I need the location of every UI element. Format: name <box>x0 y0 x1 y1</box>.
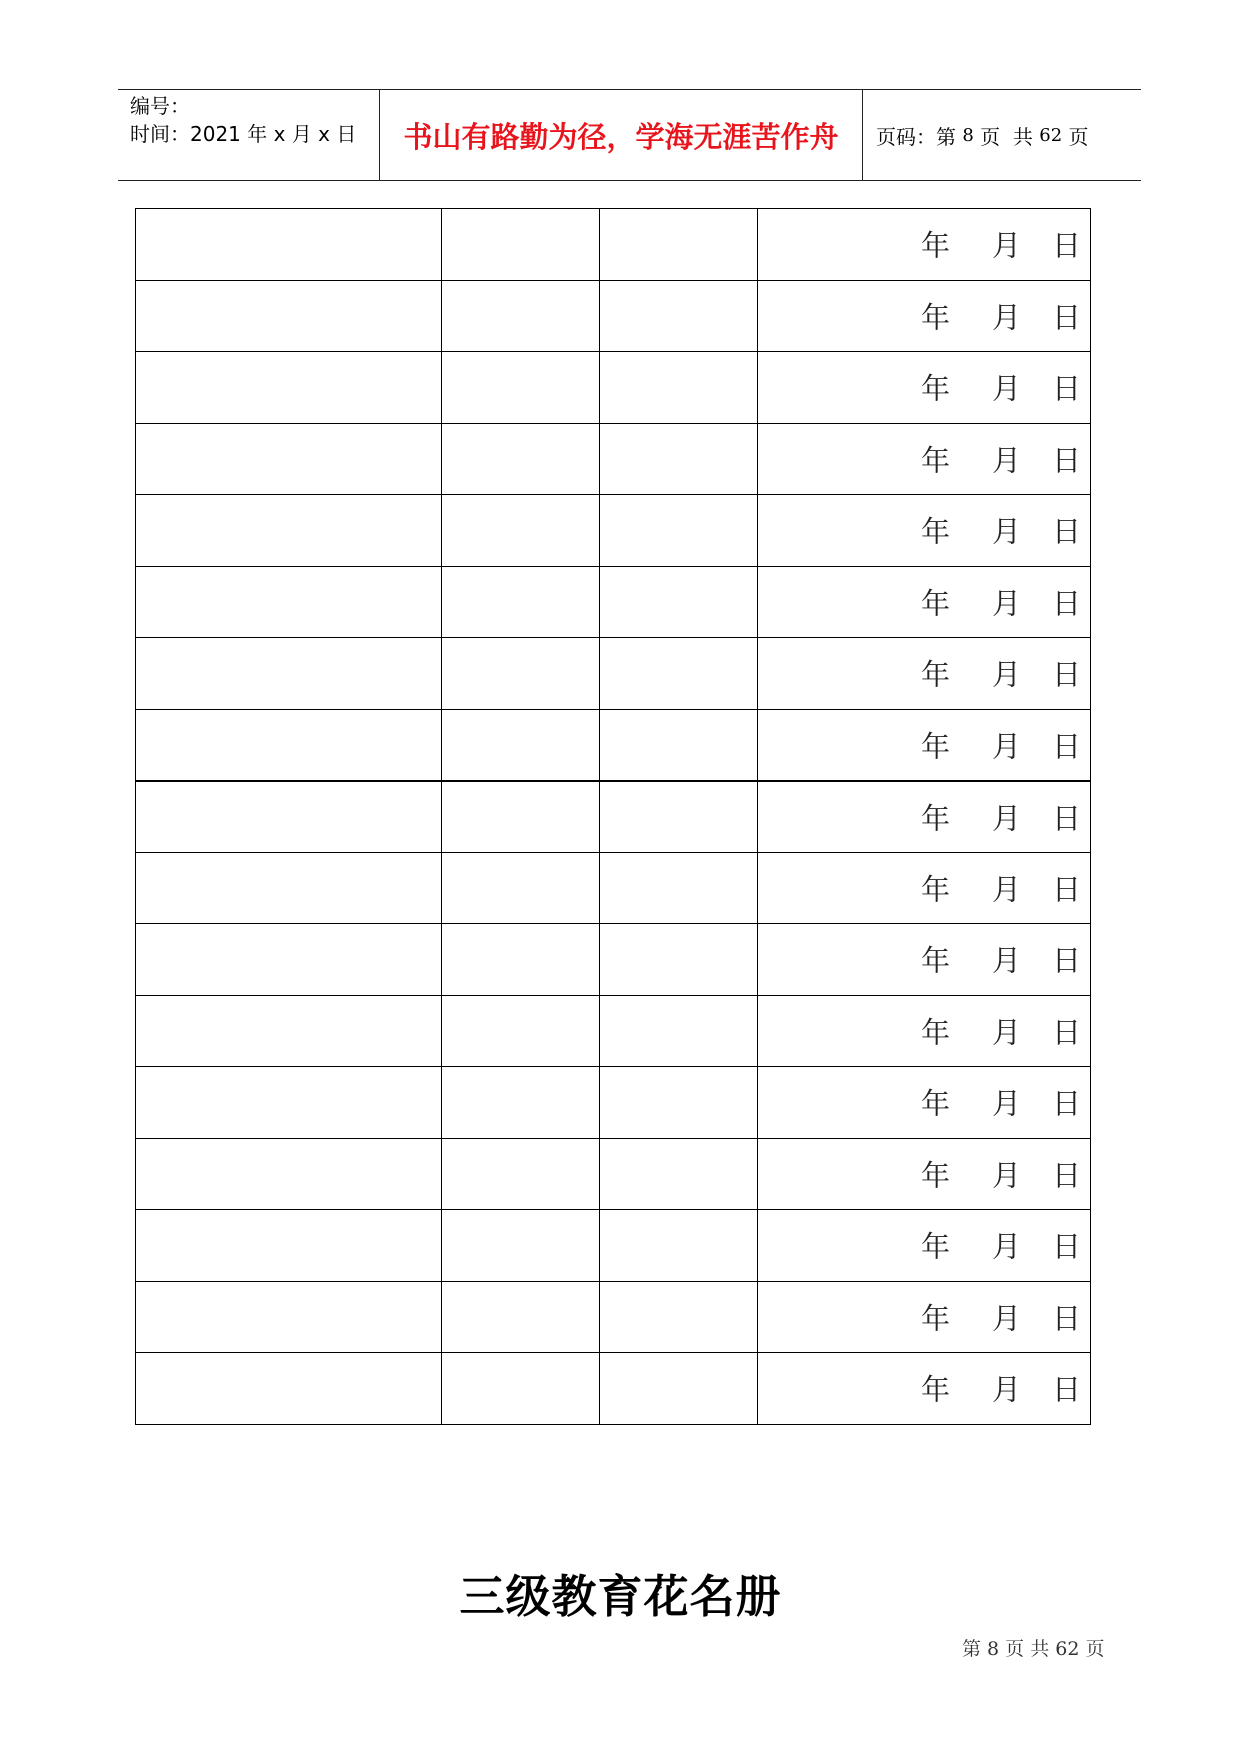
date-month-label: 月 <box>992 943 1022 978</box>
page-middle: 页 共 <box>973 124 1040 149</box>
empty-cell[interactable] <box>136 1210 442 1282</box>
page-footer: 第 8 页 共 62 页 <box>962 1638 1105 1660</box>
empty-cell[interactable] <box>442 781 600 853</box>
date-day-label: 日 <box>1052 801 1082 835</box>
section-title: 三级教育花名册 <box>459 1570 782 1623</box>
date-month-label: 月 <box>992 729 1022 763</box>
empty-cell[interactable] <box>136 495 442 567</box>
date-day-label: 日 <box>1052 1301 1082 1336</box>
empty-cell[interactable] <box>442 495 600 567</box>
empty-cell[interactable] <box>136 924 442 996</box>
empty-cell[interactable] <box>442 352 600 424</box>
empty-cell[interactable] <box>136 995 442 1067</box>
empty-cell[interactable] <box>442 709 600 781</box>
empty-cell[interactable] <box>442 852 600 924</box>
empty-cell[interactable] <box>600 638 758 710</box>
code-label: 编号： <box>130 94 190 118</box>
date-cell[interactable] <box>758 280 1091 352</box>
table-row <box>136 709 1091 781</box>
date-month-label: 月 <box>992 1086 1022 1121</box>
date-cell[interactable] <box>758 566 1091 638</box>
date-year-label: 年 <box>921 872 951 907</box>
date-day-label: 日 <box>1052 1015 1082 1050</box>
date-year-label: 年 <box>921 228 951 263</box>
date-year-label: 年 <box>921 657 951 692</box>
empty-cell[interactable] <box>442 1138 600 1210</box>
date-year-label: 年 <box>921 943 951 978</box>
date-day-label: 日 <box>1052 657 1082 692</box>
date-cell[interactable] <box>758 495 1091 567</box>
roster-body <box>136 209 1091 1425</box>
empty-cell[interactable] <box>600 995 758 1067</box>
date-month-label: 月 <box>992 657 1022 692</box>
date-month-label: 月 <box>992 300 1022 335</box>
table-row <box>136 852 1091 924</box>
date-day-label: 日 <box>1052 1372 1082 1407</box>
empty-cell[interactable] <box>600 1138 758 1210</box>
empty-cell[interactable] <box>136 209 442 281</box>
date-year-label: 年 <box>921 586 951 621</box>
date-year-label: 年 <box>921 514 951 549</box>
date-cell[interactable] <box>758 781 1091 853</box>
date-year-label: 年 <box>921 729 951 763</box>
table-row <box>136 638 1091 710</box>
date-day-label: 日 <box>1052 371 1082 406</box>
table-row <box>136 1138 1091 1210</box>
empty-cell[interactable] <box>600 352 758 424</box>
empty-cell[interactable] <box>136 1067 442 1139</box>
empty-cell[interactable] <box>136 352 442 424</box>
date-month-label: 月 <box>992 586 1022 621</box>
empty-cell[interactable] <box>600 423 758 495</box>
roster-table <box>135 208 1091 1425</box>
empty-cell[interactable] <box>136 566 442 638</box>
page-total: 62 <box>1039 124 1063 146</box>
empty-cell[interactable] <box>442 995 600 1067</box>
table-row <box>136 995 1091 1067</box>
empty-cell[interactable] <box>442 1353 600 1425</box>
table-row <box>136 566 1091 638</box>
page-header <box>118 89 1141 181</box>
table-row <box>136 423 1091 495</box>
page-current: 8 <box>962 124 974 146</box>
date-year-label: 年 <box>921 371 951 406</box>
date-day-label: 日 <box>1052 943 1082 978</box>
empty-cell[interactable] <box>600 280 758 352</box>
date-day-label: 日 <box>1052 443 1082 478</box>
date-day-label: 日 <box>1052 300 1082 335</box>
header-divider-right <box>862 90 863 180</box>
empty-cell[interactable] <box>136 781 442 853</box>
empty-cell[interactable] <box>442 423 600 495</box>
date-year-label: 年 <box>921 1086 951 1121</box>
empty-cell[interactable] <box>600 709 758 781</box>
date-day-label: 日 <box>1052 1086 1082 1121</box>
date-year-label: 年 <box>921 1015 951 1050</box>
date-cell[interactable] <box>758 1210 1091 1282</box>
empty-cell[interactable] <box>442 1067 600 1139</box>
empty-cell[interactable] <box>442 566 600 638</box>
empty-cell[interactable] <box>136 1138 442 1210</box>
header-meta <box>130 92 370 148</box>
empty-cell[interactable] <box>442 924 600 996</box>
date-year-label: 年 <box>921 300 951 335</box>
date-cell[interactable] <box>758 1281 1091 1353</box>
time-label: 时间：2021 年 x 月 x 日 <box>130 122 357 146</box>
date-day-label: 日 <box>1052 514 1082 549</box>
table-row <box>136 1210 1091 1282</box>
header-motto: 书山有路勤为径，学海无涯苦作舟 <box>403 119 839 154</box>
empty-cell[interactable] <box>136 709 442 781</box>
empty-cell[interactable] <box>442 1281 600 1353</box>
date-day-label: 日 <box>1052 872 1082 907</box>
empty-cell[interactable] <box>136 1353 442 1425</box>
empty-cell[interactable] <box>600 1353 758 1425</box>
date-cell[interactable] <box>758 852 1091 924</box>
empty-cell[interactable] <box>136 1281 442 1353</box>
empty-cell[interactable] <box>136 280 442 352</box>
empty-cell[interactable] <box>600 566 758 638</box>
empty-cell[interactable] <box>600 1281 758 1353</box>
date-month-label: 月 <box>992 443 1022 478</box>
date-cell[interactable] <box>758 209 1091 281</box>
table-row <box>136 495 1091 567</box>
date-cell[interactable] <box>758 352 1091 424</box>
date-cell[interactable] <box>758 423 1091 495</box>
date-month-label: 月 <box>992 1229 1022 1264</box>
date-year-label: 年 <box>921 1229 951 1264</box>
empty-cell[interactable] <box>600 781 758 853</box>
date-year-label: 年 <box>921 1372 951 1407</box>
table-row <box>136 781 1091 853</box>
date-day-label: 日 <box>1052 1229 1082 1264</box>
empty-cell[interactable] <box>600 852 758 924</box>
page-suffix: 页 <box>1062 124 1089 149</box>
empty-cell[interactable] <box>136 852 442 924</box>
date-year-label: 年 <box>921 801 951 835</box>
date-month-label: 月 <box>992 228 1022 263</box>
empty-cell[interactable] <box>442 1210 600 1282</box>
empty-cell[interactable] <box>600 1210 758 1282</box>
empty-cell[interactable] <box>600 1067 758 1139</box>
table-row <box>136 1067 1091 1139</box>
date-year-label: 年 <box>921 443 951 478</box>
date-month-label: 月 <box>992 801 1022 835</box>
date-cell[interactable] <box>758 995 1091 1067</box>
page-prefix: 页码：第 <box>876 124 963 149</box>
table-row <box>136 1281 1091 1353</box>
empty-cell[interactable] <box>442 209 600 281</box>
empty-cell[interactable] <box>600 209 758 281</box>
header-page-info <box>876 90 1089 180</box>
date-month-label: 月 <box>992 1301 1022 1336</box>
date-cell[interactable] <box>758 1138 1091 1210</box>
date-cell[interactable] <box>758 1067 1091 1139</box>
date-day-label: 日 <box>1052 586 1082 621</box>
table-row <box>136 209 1091 281</box>
empty-cell[interactable] <box>136 423 442 495</box>
table-row <box>136 1353 1091 1425</box>
date-month-label: 月 <box>992 872 1022 907</box>
empty-cell[interactable] <box>600 495 758 567</box>
date-month-label: 月 <box>992 1158 1022 1193</box>
empty-cell[interactable] <box>442 280 600 352</box>
date-month-label: 月 <box>992 1372 1022 1407</box>
date-day-label: 日 <box>1052 1158 1082 1193</box>
table-row <box>136 280 1091 352</box>
date-day-label: 日 <box>1052 228 1082 263</box>
date-year-label: 年 <box>921 1301 951 1336</box>
empty-cell[interactable] <box>442 638 600 710</box>
date-year-label: 年 <box>921 1158 951 1193</box>
date-cell[interactable] <box>758 1353 1091 1425</box>
empty-cell[interactable] <box>600 924 758 996</box>
table-row <box>136 924 1091 996</box>
date-day-label: 日 <box>1052 729 1082 763</box>
date-month-label: 月 <box>992 371 1022 406</box>
date-cell[interactable] <box>758 638 1091 710</box>
table-row <box>136 352 1091 424</box>
date-cell[interactable] <box>758 709 1091 781</box>
date-month-label: 月 <box>992 1015 1022 1050</box>
date-month-label: 月 <box>992 514 1022 549</box>
date-cell[interactable] <box>758 924 1091 996</box>
empty-cell[interactable] <box>136 638 442 710</box>
